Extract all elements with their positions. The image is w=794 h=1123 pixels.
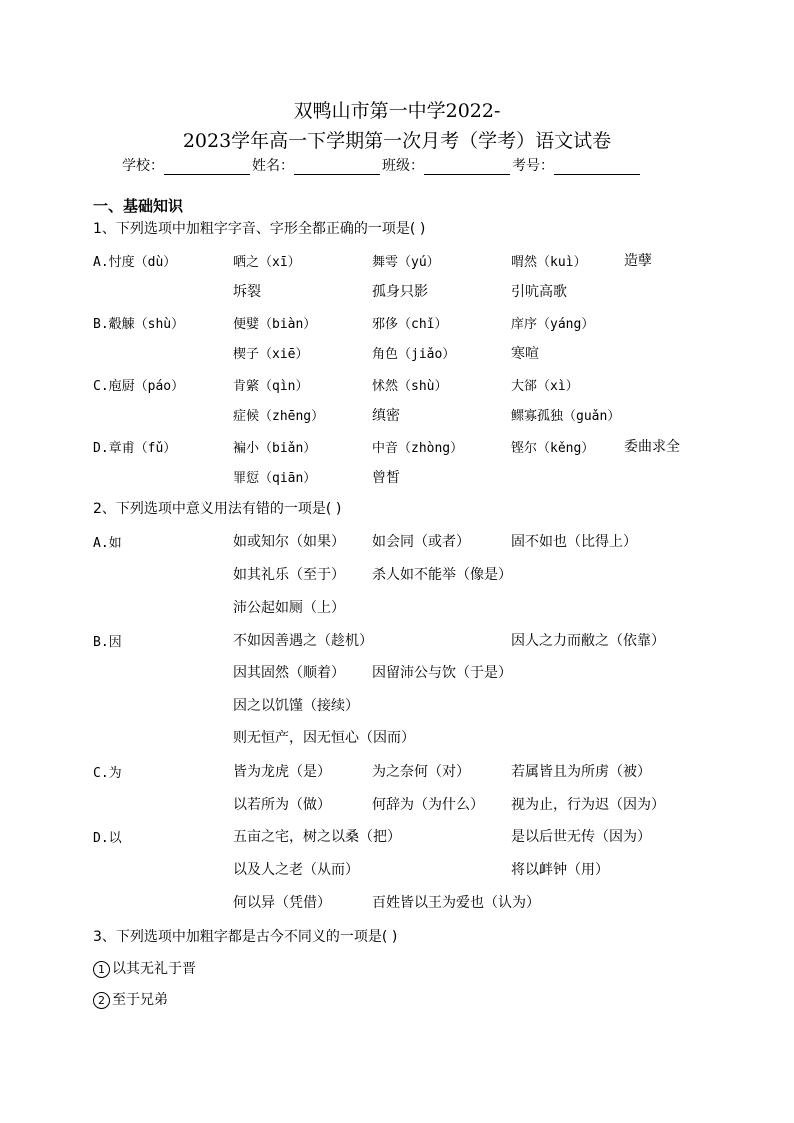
- q2-option-a-item: 沛公起如厕（上）: [233, 600, 345, 616]
- q1-option-a-item: 孤身只影: [372, 284, 428, 300]
- q2-option-a-item: 固不如也（比得上）: [511, 534, 637, 550]
- q1-option-b-item: 邪侈（chǐ）: [372, 317, 448, 332]
- q2-option-b-item: 因留沛公与饮（于是）: [372, 665, 512, 681]
- q2-option-d-item: 是以后世无传（因为）: [511, 829, 651, 845]
- name-blank[interactable]: [294, 160, 380, 175]
- q3-item-text: 至于兄弟: [112, 992, 168, 1008]
- q1-option-d-item: 罪愆（qiān）: [233, 471, 317, 486]
- q1-option-b-item: 便嬖（biàn）: [233, 317, 317, 332]
- q1-option-b-item: 角色（jiǎo）: [372, 347, 456, 362]
- number-blank[interactable]: [554, 160, 640, 175]
- q1-option-a-item: 舞雩（yú）: [372, 255, 440, 270]
- q2-option-a-label: A.如: [93, 536, 122, 551]
- q2-option-d-item: 以及人之老（从而）: [233, 862, 359, 878]
- number-label: 考号：: [512, 158, 554, 174]
- q1-option-d-item: 褊小（biǎn）: [233, 441, 317, 456]
- q2-option-a-item: 杀人如不能举（像是）: [372, 567, 512, 583]
- name-label: 姓名：: [252, 158, 294, 174]
- q3-item-text: 以其无礼于晋: [112, 961, 196, 977]
- q2-option-c-item: 何辞为（为什么）: [372, 797, 484, 813]
- q1-option-c-item: 鳏寡孤独（guǎn）: [511, 409, 621, 424]
- q1-option-b-label: B.觳觫（shù）: [93, 317, 185, 332]
- exam-title-line1: 双鸭山市第一中学2022-: [293, 100, 501, 122]
- q2-option-b-item: 不如因善遇之（趁机）: [233, 633, 373, 649]
- q1-option-c-item: 症候（zhēng）: [233, 409, 325, 424]
- q1-option-d-label: D.章甫（fǔ）: [93, 441, 177, 456]
- q2-option-c-item: 以若所为（做）: [233, 797, 331, 813]
- q1-option-c-item: 怵然（shù）: [372, 379, 448, 394]
- q2-option-b-item: 因之以饥馑（接续）: [233, 698, 359, 714]
- question-1-stem: 1、下列选项中加粗字字音、字形全都正确的一项是( ): [93, 221, 426, 237]
- q2-option-a-item: 如其礼乐（至于）: [233, 567, 345, 583]
- q2-option-c-label: C.为: [93, 766, 122, 781]
- q2-option-b-label: B.因: [93, 635, 122, 650]
- circled-number: 2: [93, 992, 110, 1009]
- q1-option-d-item: 铿尔（kěng）: [511, 441, 595, 456]
- q1-option-b-item: 庠序（yáng）: [511, 317, 595, 332]
- q2-option-c-item: 视为止，行为迟（因为）: [511, 797, 665, 813]
- q2-option-b-item: 因人之力而敝之（依靠）: [511, 633, 665, 649]
- q1-option-a-item: 哂之（xī）: [233, 255, 301, 270]
- q2-option-b-item: 因其固然（顺着）: [233, 665, 345, 681]
- q1-option-c-item: 肯綮（qìn）: [233, 379, 309, 394]
- class-blank[interactable]: [424, 160, 510, 175]
- q1-option-c-item: 缜密: [372, 408, 400, 424]
- section-title: 一、基础知识: [93, 197, 184, 215]
- q2-option-d-item: 五亩之宅，树之以桑（把）: [233, 829, 401, 845]
- q1-option-d-item: 委曲求全: [624, 439, 680, 455]
- q3-item-2: [93, 989, 168, 1009]
- q2-option-a-item: 如或知尔（如果）: [233, 534, 345, 550]
- q2-option-d-item: 百姓皆以王为爱也（认为）: [372, 895, 540, 911]
- question-3-stem: 3、下列选项中加粗字都是古今不同义的一项是( ): [93, 929, 398, 945]
- q2-option-c-item: 若属皆且为所虏（被）: [511, 764, 651, 780]
- q1-option-a-item: 坼裂: [233, 284, 261, 300]
- q1-option-a-item: 引吭高歌: [511, 284, 567, 300]
- q2-option-d-item: 何以异（凭借）: [233, 895, 331, 911]
- q2-option-d-item: 将以衅钟（用）: [511, 862, 609, 878]
- q1-option-d-item: 曾皙: [372, 470, 400, 486]
- q1-option-a-item: 造孽: [624, 253, 652, 269]
- circled-number: 1: [93, 961, 110, 978]
- school-label: 学校：: [122, 158, 164, 174]
- q2-option-c-item: 皆为龙虎（是）: [233, 764, 331, 780]
- school-blank[interactable]: [164, 160, 250, 175]
- q3-item-1: [93, 958, 196, 978]
- q2-option-d-label: D.以: [93, 831, 122, 846]
- student-info-row: [122, 155, 642, 175]
- question-2-stem: 2、下列选项中意义用法有错的一项是( ): [93, 501, 342, 517]
- q2-option-b-item: 则无恒产，因无恒心（因而）: [233, 730, 415, 746]
- q1-option-a-item: 喟然（kuì）: [511, 255, 587, 270]
- class-label: 班级：: [382, 158, 424, 174]
- q1-option-d-item: 中音（zhòng）: [372, 441, 464, 456]
- q2-option-a-item: 如会同（或者）: [372, 534, 470, 550]
- q2-option-c-item: 为之奈何（对）: [372, 764, 470, 780]
- exam-title-line2: 2023学年高一下学期第一次月考（学考）语文试卷: [182, 130, 612, 152]
- q1-option-c-item: 大郤（xì）: [511, 379, 579, 394]
- q1-option-a-label: A.忖度（dù）: [93, 255, 177, 270]
- q1-option-c-label: C.庖厨（páo）: [93, 379, 185, 394]
- q1-option-b-item: 寒喧: [511, 346, 539, 362]
- q1-option-b-item: 楔子（xiē）: [233, 347, 309, 362]
